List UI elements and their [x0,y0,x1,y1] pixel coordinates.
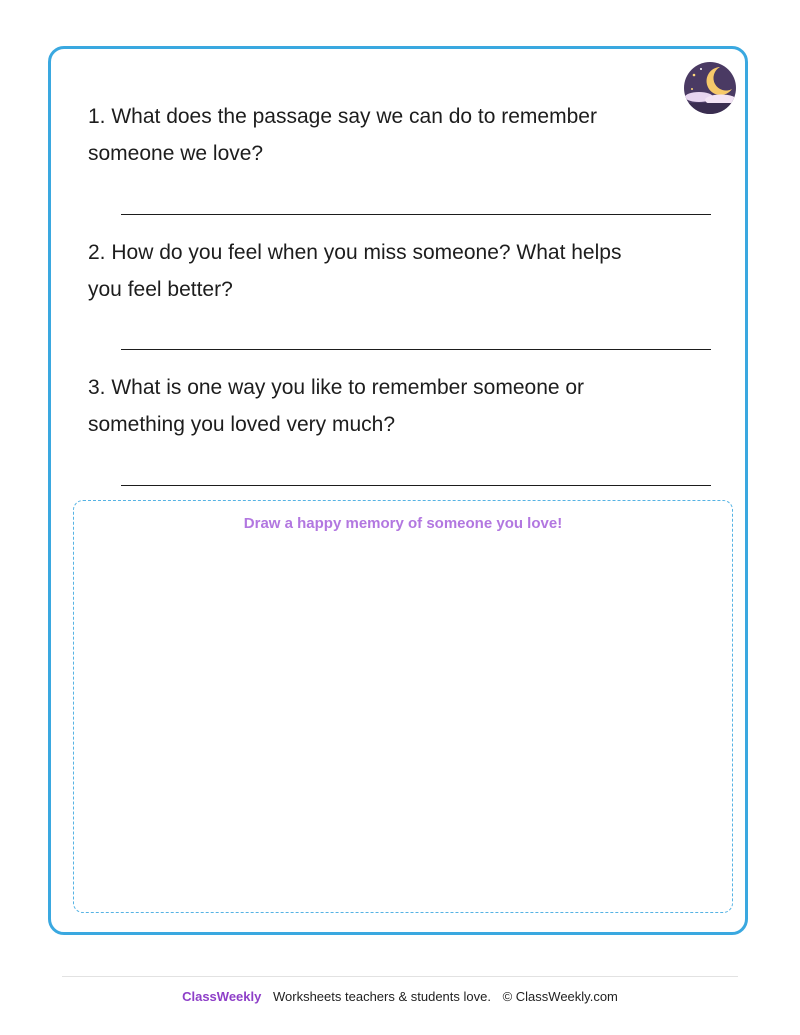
footer-divider [62,976,738,977]
answer-line-1[interactable] [121,214,711,215]
drawing-area[interactable] [73,500,733,913]
footer-copyright: © ClassWeekly.com [502,989,618,1004]
moon-night-icon [683,61,737,115]
worksheet-card [48,46,748,935]
answer-line-3[interactable] [121,485,711,486]
footer-tagline: Worksheets teachers & students love. [272,989,491,1004]
footer-brand: ClassWeekly [182,989,262,1004]
question-1: 1. What does the passage say we can do to remember someone we love? [88,105,597,165]
answer-line-2[interactable] [121,349,711,350]
question-3: 3. What is one way you like to remember someone or something you loved very much? [88,376,585,436]
question-2: 2. How do you feel when you miss someone? What helps you feel better? [88,241,622,301]
drawing-prompt: Draw a happy memory of someone you love! [243,515,563,532]
footer [0,989,800,1004]
